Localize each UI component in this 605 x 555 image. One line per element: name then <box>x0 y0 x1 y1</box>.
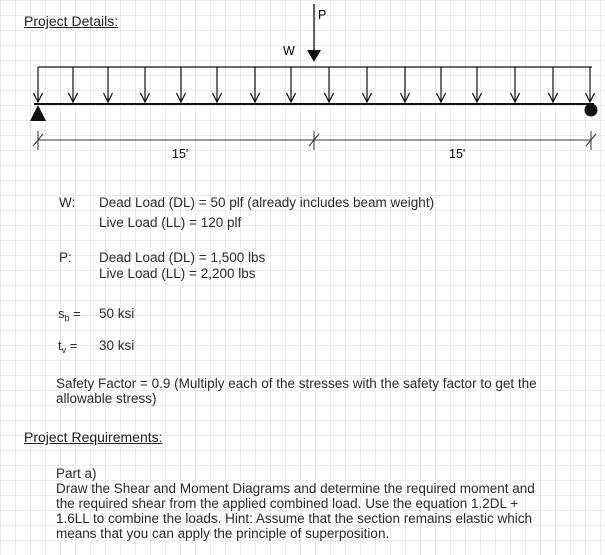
distributed-load-arrow <box>213 67 222 102</box>
part-a-label: Part a) <box>56 466 97 481</box>
sb-subscript: b <box>64 313 70 323</box>
sb-letter: s <box>58 306 65 321</box>
requirement-line: the required shear from the applied combined load. Use the equation 1.2DL + <box>56 496 519 511</box>
distributed-load-arrow <box>437 67 446 102</box>
project-requirements-title: Project Requirements: <box>24 429 163 445</box>
w-label: W: <box>59 195 76 210</box>
distributed-load-arrow <box>141 67 150 102</box>
point-load-arrow-head <box>307 50 321 62</box>
tv-letter: t <box>58 338 62 353</box>
distributed-load-arrow <box>177 67 186 102</box>
distributed-load-arrows <box>34 67 595 102</box>
tv-symbol <box>58 338 77 353</box>
requirement-line: means that you can apply the principle of superposition. <box>56 526 390 541</box>
point-load-label: P <box>318 8 327 22</box>
tv-equals: = <box>69 338 78 353</box>
roller-support <box>585 104 598 117</box>
w-dead-load: Dead Load (DL) = 50 plf (already includes beam weight) <box>99 195 435 210</box>
distributed-load-arrow <box>251 67 260 102</box>
p-live-load: Live Load (LL) = 2,200 lbs <box>99 266 256 281</box>
requirement-line: Draw the Shear and Moment Diagrams and determine the required moment and <box>56 481 535 496</box>
distributed-load-arrow <box>34 67 43 102</box>
span-left-label: 15' <box>172 147 189 161</box>
requirements-part-a <box>56 466 535 541</box>
requirement-line: 1.6LL to combine the loads. Hint: Assume that the section remains elastic which <box>56 511 533 526</box>
distributed-load-arrow <box>586 67 595 102</box>
safety-factor-line-1: Safety Factor = 0.9 (Multiply each of the stresses with the safety factor to get the <box>56 376 537 391</box>
distributed-load-label: W <box>283 44 295 58</box>
distributed-load-arrow <box>363 67 372 102</box>
safety-factor-text <box>56 376 537 406</box>
pin-support <box>30 105 46 121</box>
sb-symbol <box>58 306 81 321</box>
safety-factor-line-2: allowable stress) <box>56 391 157 406</box>
distributed-load-arrow <box>287 67 296 102</box>
distributed-load-arrow <box>401 67 410 102</box>
sb-value: 50 ksi <box>99 306 135 321</box>
tv-subscript: v <box>61 345 67 355</box>
distributed-load-arrow <box>473 67 482 102</box>
distributed-load-arrow <box>69 67 78 102</box>
w-live-load: Live Load (LL) = 120 plf <box>99 215 242 230</box>
p-label: P: <box>59 250 72 265</box>
distributed-load-arrow <box>104 67 113 102</box>
tv-value: 30 ksi <box>99 338 135 353</box>
distributed-load-arrow <box>325 67 334 102</box>
beam-diagram <box>0 0 605 175</box>
sb-equals: = <box>73 306 81 321</box>
p-dead-load: Dead Load (DL) = 1,500 lbs <box>99 250 266 265</box>
distributed-load-arrow <box>549 67 558 102</box>
distributed-load-arrow <box>511 67 520 102</box>
span-right-label: 15' <box>449 147 466 161</box>
project-details-title: Project Details: <box>24 13 119 29</box>
